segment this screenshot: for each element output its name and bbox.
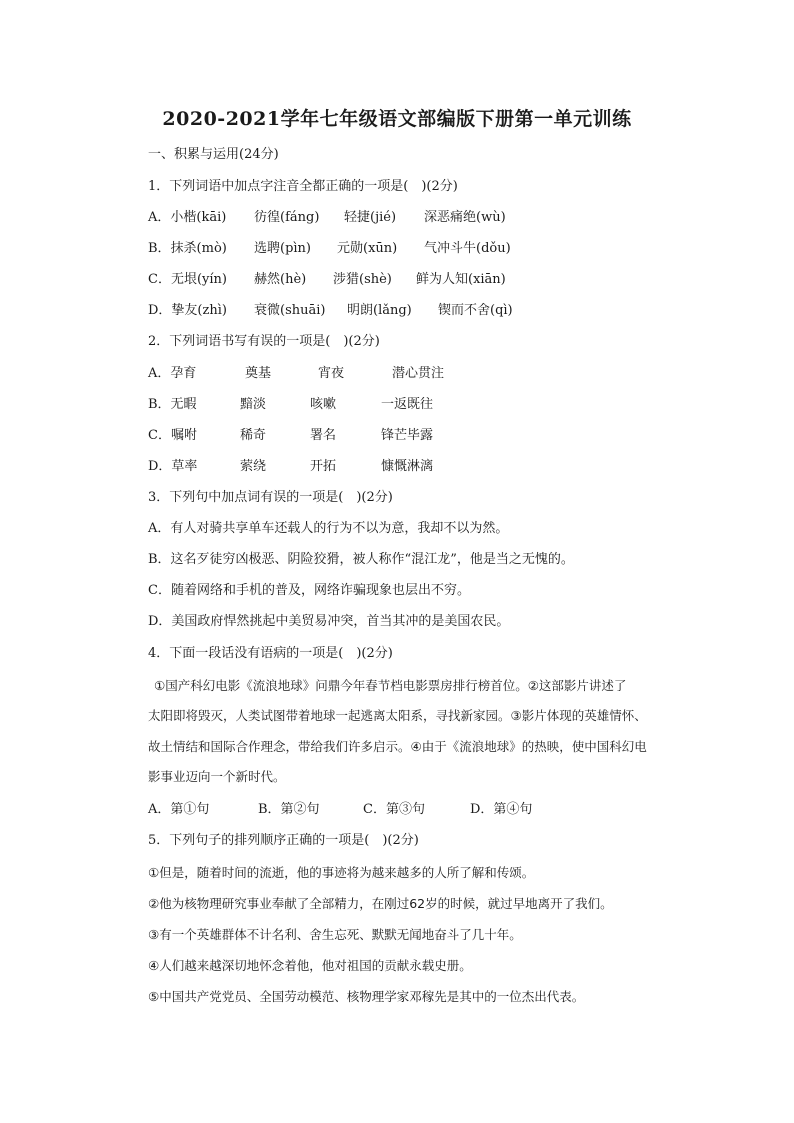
option-term: 气冲斗牛(dǒu) [424, 241, 511, 256]
option-term: 深恶痛绝(wù) [424, 210, 506, 225]
question-3-option-a: A．有人对骑共享单车还载人的行为不以为意，我却不以为然。 [148, 521, 509, 536]
option-term: 慷慨淋漓 [381, 459, 434, 474]
option-term: 选聘(pìn) [254, 241, 311, 256]
section-heading: 一、积累与运用(24分) [148, 147, 279, 162]
option-term: 衰微(shuāi) [254, 303, 326, 318]
option-term: 一返既往 [381, 397, 434, 412]
option-term: D．挚友(zhì) [148, 303, 227, 318]
option-term: 宵夜 [318, 366, 345, 381]
option-term: 咳嗽 [310, 397, 337, 412]
passage-line: 影事业迈向一个新时代。 [148, 769, 286, 784]
sentence-1: ①但是，随着时间的流逝，他的事迹将为越来越多的人所了解和传颂。 [148, 865, 535, 880]
option-term: 奠基 [245, 366, 272, 381]
sentence-5: ⑤中国共产党党员、全国劳动模范、核物理学家邓稼先是其中的一位杰出代表。 [148, 989, 585, 1004]
option-term: 稀奇 [240, 428, 267, 443]
option-term: B．无暇 [148, 397, 197, 412]
page-title: 2020-2021学年七年级语文部编版下册第一单元训练 [162, 108, 632, 130]
question-5-stem: 5．下列句子的排列顺序正确的一项是( )(2分) [148, 833, 419, 848]
sentence-3: ③有一个英雄群体不计名利、舍生忘死、默默无闻地奋斗了几十年。 [148, 927, 522, 942]
question-4-stem: 4．下面一段话没有语病的一项是( )(2分) [148, 646, 393, 661]
option-term: 锲而不舍(qì) [438, 303, 513, 318]
option-term: B．抹杀(mò) [148, 241, 227, 256]
option-term: 署名 [310, 428, 337, 443]
option-term: 开拓 [310, 459, 337, 474]
option-term: D．草率 [148, 459, 198, 474]
question-3-stem: 3．下列句中加点词有误的一项是( )(2分) [148, 490, 393, 505]
option-term: A．孕育 [148, 366, 197, 381]
option-term: 萦绕 [240, 459, 267, 474]
option-a: A．第①句 [148, 802, 210, 817]
question-3-option-c: C．随着网络和手机的普及，网络诈骗现象也层出不穷。 [148, 583, 470, 598]
option-term: 锋芒毕露 [381, 428, 434, 443]
option-term: 潜心贯注 [392, 366, 445, 381]
question-1-stem: 1．下列词语中加点字注音全都正确的一项是( )(2分) [148, 179, 458, 194]
option-term: 鲜为人知(xiān) [416, 272, 506, 287]
sentence-4: ④人们越来越深切地怀念着他，他对祖国的贡献永载史册。 [148, 958, 472, 973]
option-term: 黯淡 [240, 397, 267, 412]
passage-line: 故土情结和国际合作理念，带给我们许多启示。④由于《流浪地球》的热映，使中国科幻电 [148, 739, 647, 754]
question-3-option-d: D．美国政府悍然挑起中美贸易冲突，首当其冲的是美国农民。 [148, 614, 510, 629]
option-term: 赫然(hè) [254, 272, 307, 287]
option-term: 涉猎(shè) [333, 272, 392, 287]
option-term: 元勋(xūn) [337, 241, 398, 256]
option-term: C．无垠(yín) [148, 272, 227, 287]
passage-line: ①国产科幻电影《流浪地球》问鼎今年春节档电影票房排行榜首位。②这部影片讲述了 [154, 678, 627, 693]
option-b: B．第②句 [258, 802, 320, 817]
option-term: 彷徨(fáng) [254, 210, 320, 225]
question-2-stem: 2．下列词语书写有误的一项是( )(2分) [148, 334, 380, 349]
option-term: C．嘱咐 [148, 428, 197, 443]
option-term: 明朗(lǎng) [347, 303, 412, 318]
passage-line: 太阳即将毁灭，人类试图带着地球一起逃离太阳系，寻找新家园。③影片体现的英雄情怀、 [148, 708, 647, 723]
sentence-2: ②他为核物理研究事业奉献了全部精力，在刚过62岁的时候，就过早地离开了我们。 [148, 896, 613, 911]
option-c: C．第③句 [363, 802, 425, 817]
option-d: D．第④句 [470, 802, 533, 817]
option-term: A．小楷(kāi) [148, 210, 227, 225]
question-3-option-b: B．这名歹徒穷凶极恶、阴险狡猾，被人称作“混江龙”，他是当之无愧的。 [148, 552, 574, 567]
option-term: 轻捷(jié) [344, 210, 397, 225]
